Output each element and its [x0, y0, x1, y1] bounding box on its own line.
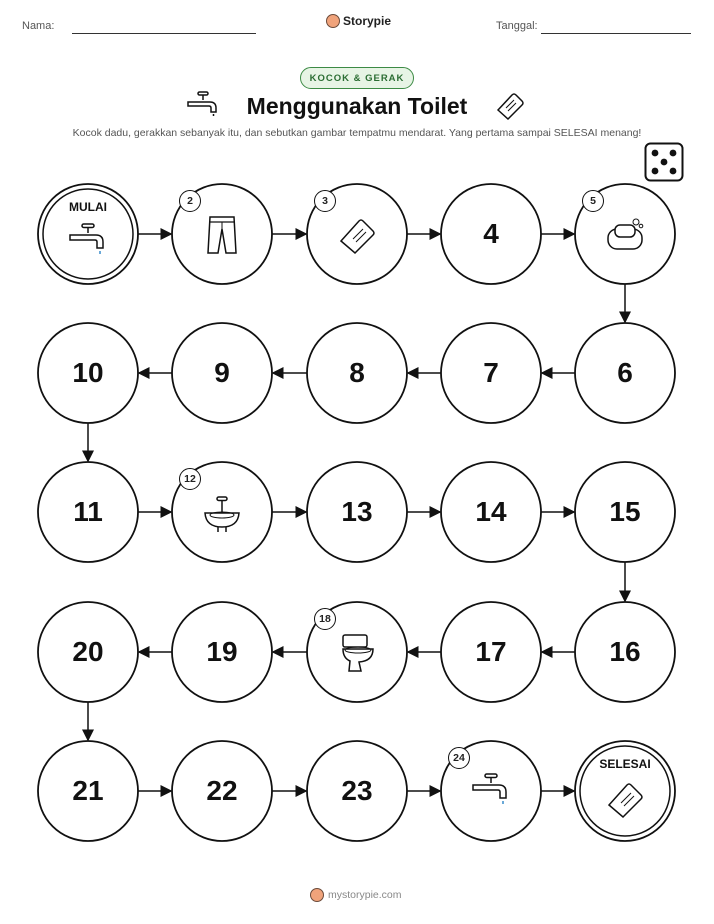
space-content-13	[307, 462, 407, 562]
space-content-15	[575, 462, 675, 562]
space-number: 23	[341, 775, 373, 806]
soap-icon	[605, 215, 645, 255]
start-label: MULAI	[69, 200, 107, 214]
space-number: 13	[341, 496, 373, 527]
category-tag: KOCOK & GERAK	[300, 67, 414, 89]
space-number: 8	[349, 357, 365, 388]
space-number-badge: 3	[314, 190, 336, 212]
space-content-17	[441, 602, 541, 702]
bear-icon	[310, 888, 324, 902]
footer	[310, 888, 402, 902]
space-number-badge: 12	[179, 468, 201, 490]
space-content-10	[38, 323, 138, 423]
pants-icon	[202, 215, 242, 255]
space-content-20	[38, 602, 138, 702]
space-number: 9	[214, 357, 230, 388]
towel-icon	[337, 215, 377, 255]
space-number: 22	[206, 775, 238, 806]
faucet-icon	[68, 222, 108, 262]
space-content-4	[441, 184, 541, 284]
space-content-16	[575, 602, 675, 702]
space-number: 7	[483, 357, 499, 388]
space-content-11	[38, 462, 138, 562]
space-content-5	[575, 184, 675, 284]
space-content-9	[172, 323, 272, 423]
space-number: 19	[206, 636, 238, 667]
space-number: 4	[483, 218, 499, 249]
faucet-icon	[471, 772, 511, 812]
finish-label: SELESAI	[599, 757, 651, 771]
space-number-badge: 18	[314, 608, 336, 630]
space-content-14	[441, 462, 541, 562]
space-content-23	[307, 741, 407, 841]
sink-icon	[202, 493, 242, 533]
space-content-1	[38, 184, 138, 284]
date-label: Tanggal:	[496, 20, 538, 32]
space-content-7	[441, 323, 541, 423]
toilet-icon	[337, 633, 377, 673]
space-content-3	[307, 184, 407, 284]
page-title: Menggunakan Toilet	[246, 93, 468, 119]
footer-url: mystorypie.com	[328, 889, 402, 901]
towel-icon	[605, 779, 645, 819]
space-number: 17	[475, 636, 507, 667]
space-content-25	[575, 741, 675, 841]
space-number-badge: 24	[448, 747, 470, 769]
space-content-22	[172, 741, 272, 841]
instructions: Kocok dadu, gerakkan sebanyak itu, dan sebutkan gambar tempatmu mendarat. Yang pertama sampai SELESAI menang!	[72, 127, 642, 139]
space-content-2	[172, 184, 272, 284]
space-content-24	[441, 741, 541, 841]
name-label: Nama:	[22, 20, 55, 32]
space-content-18	[307, 602, 407, 702]
space-number: 16	[609, 636, 641, 667]
space-number-badge: 2	[179, 190, 201, 212]
space-number: 20	[72, 636, 104, 667]
space-number: 14	[475, 496, 507, 527]
space-content-19	[172, 602, 272, 702]
space-number: 10	[72, 357, 104, 388]
space-number: 11	[73, 496, 103, 527]
space-number-badge: 5	[582, 190, 604, 212]
space-number: 6	[617, 357, 633, 388]
space-number: 15	[609, 496, 641, 527]
space-number: 21	[72, 775, 104, 806]
space-content-6	[575, 323, 675, 423]
space-content-21	[38, 741, 138, 841]
space-content-12	[172, 462, 272, 562]
space-content-8	[307, 323, 407, 423]
brand-name: Storypie	[343, 14, 392, 28]
